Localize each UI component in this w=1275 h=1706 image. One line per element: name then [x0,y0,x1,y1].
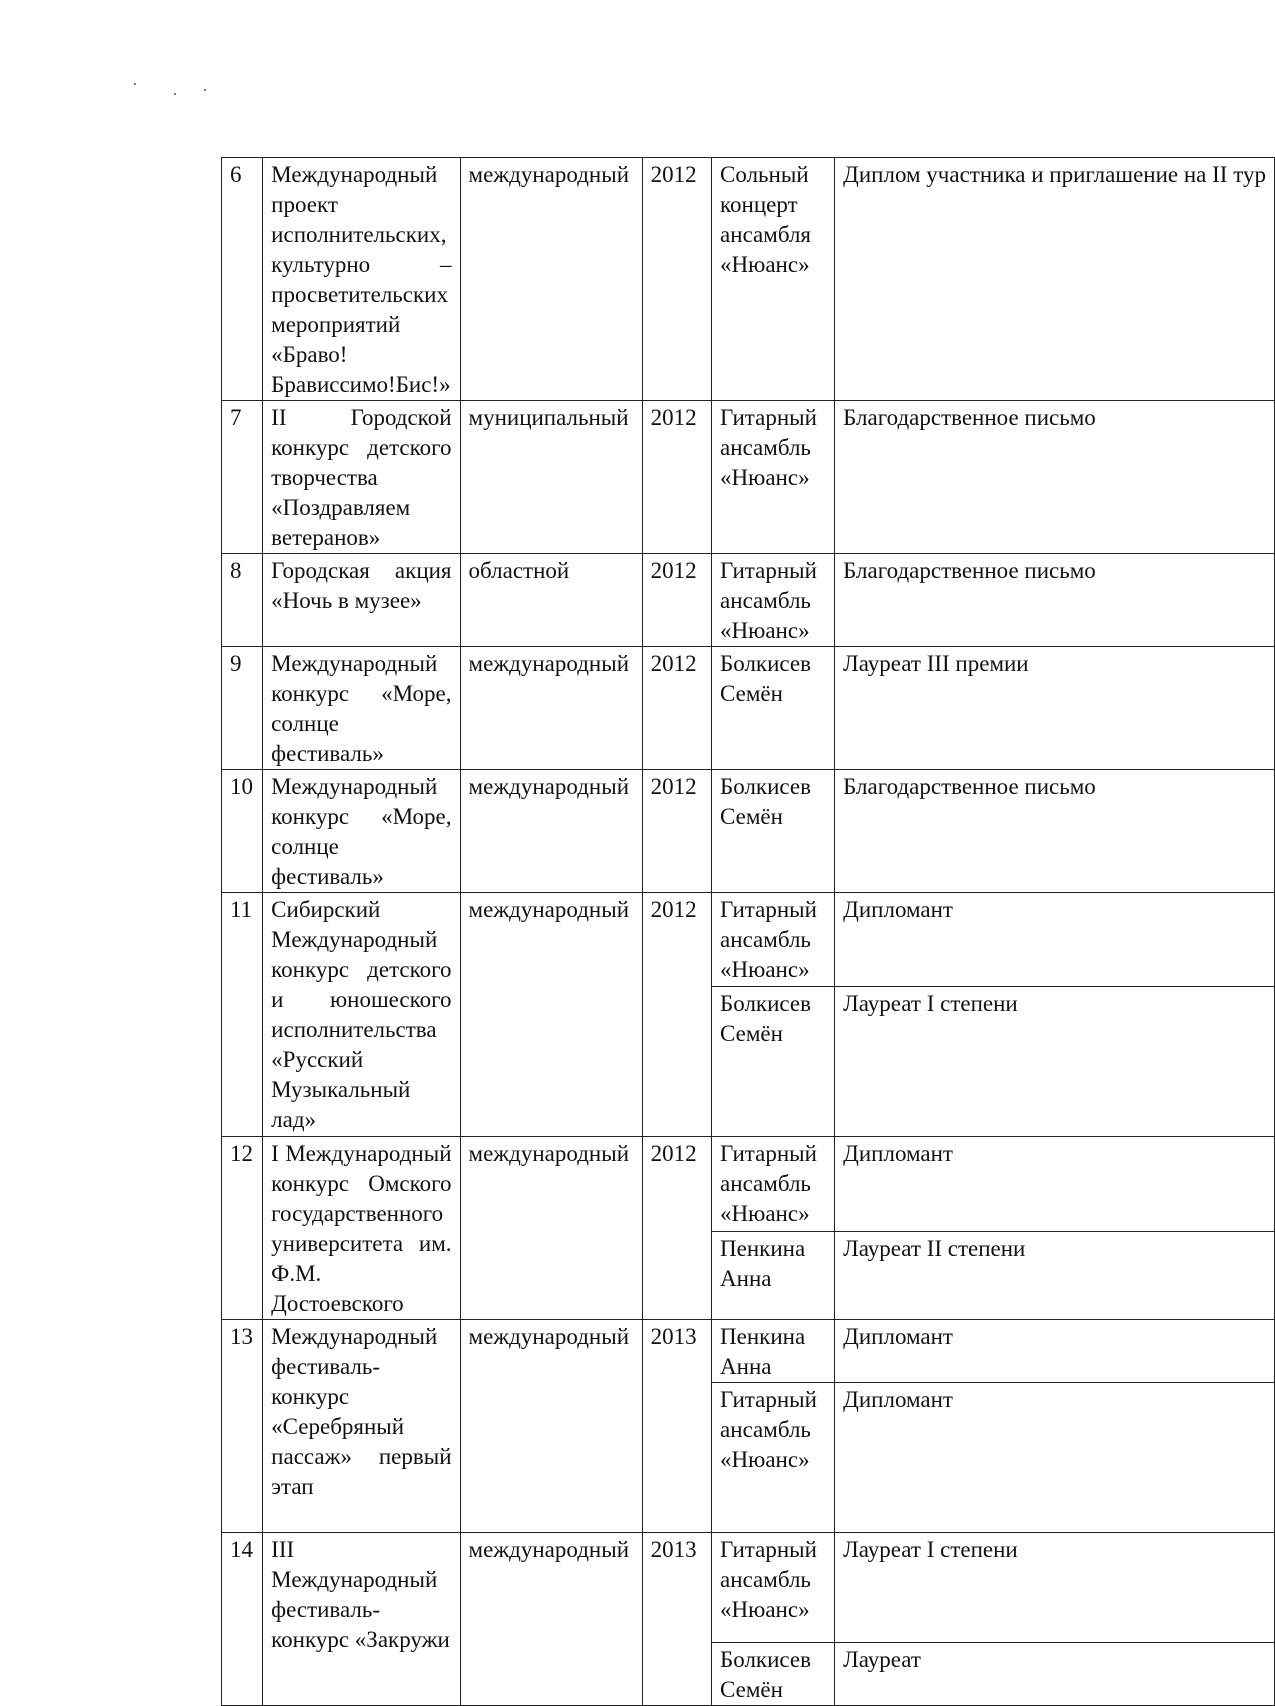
event-level: международный [460,158,642,401]
event-name: I Международный конкурс Омского государственного университета им. Ф.М. Достоевского [263,1137,460,1320]
performer-cell: Болкисев Семён [712,770,835,893]
performer-cell: Пенкина Анна [712,1231,835,1319]
event-name: Международный фестиваль-конкурс «Серебряный пассаж» первый этап [263,1320,460,1533]
scan-speck [174,93,176,95]
row-number: 8 [222,554,263,647]
table-row [222,1533,1275,1643]
event-level: международный [460,647,642,770]
event-name: Городская акция «Ночь в музее» [263,554,460,647]
table-row [222,401,1275,554]
event-year: 2012 [642,1137,711,1320]
row-number: 12 [222,1137,263,1320]
performer-cell: Гитарный ансамбль «Нюанс» [712,1137,835,1232]
event-name: Международный конкурс «Море, солнце фестиваль» [263,647,460,770]
result-cell [835,158,1275,401]
row-number: 11 [222,893,263,1137]
result-cell: Дипломант [835,1137,1275,1232]
event-year: 2012 [642,158,711,401]
performer-cell: Сольный концерт ансамбля «Нюанс» [712,158,835,401]
performer-cell: Гитарный ансамбль «Нюанс» [712,401,835,554]
row-number: 6 [222,158,263,401]
scan-speck [204,89,206,91]
event-year: 2012 [642,401,711,554]
result-cell: Благодарственное письмо [835,554,1275,647]
table-row [222,1320,1275,1383]
scan-speck [134,83,136,85]
event-year: 2012 [642,893,711,1137]
performer-cell: Гитарный ансамбль «Нюанс» [712,554,835,647]
table-row [222,647,1275,770]
event-name: III Международный фестиваль-конкурс «Закружи [263,1533,460,1706]
event-year: 2012 [642,554,711,647]
row-number: 14 [222,1533,263,1706]
result-cell: Дипломант [835,1320,1275,1383]
event-level: международный [460,1320,642,1533]
table-row [222,893,1275,987]
row-number: 10 [222,770,263,893]
event-level: международный [460,893,642,1137]
result-cell: Лауреат [835,1643,1275,1706]
event-level: международный [460,1137,642,1320]
result-cell: Лауреат I степени [835,987,1275,1137]
result-cell: Дипломант [835,1383,1275,1533]
performer-cell: Болкисев Семён [712,647,835,770]
event-year: 2012 [642,770,711,893]
result-cell: Лауреат III премии [835,647,1275,770]
result-cell: Благодарственное письмо [835,401,1275,554]
result-cell: Благодарственное письмо [835,770,1275,893]
performer-cell: Гитарный ансамбль «Нюанс» [712,1533,835,1643]
result-cell: Дипломант [835,893,1275,987]
event-year: 2013 [642,1533,711,1706]
table-row [222,770,1275,893]
event-name: Международный проект исполнительских, культурно – просветительских мероприятий «Браво! Брависсимо!Бис!» [263,158,460,401]
performer-cell: Болкисев Семён [712,1643,835,1706]
event-level: муниципальный [460,401,642,554]
event-year: 2012 [642,647,711,770]
row-number: 7 [222,401,263,554]
row-number: 9 [222,647,263,770]
scan-specks [130,80,220,100]
table-row [222,158,1275,401]
result-cell: Лауреат I степени [835,1533,1275,1643]
row-number: 13 [222,1320,263,1533]
performer-cell: Гитарный ансамбль «Нюанс» [712,893,835,987]
event-name: Сибирский Международный конкурс детского и юношеского исполнительства «Русский Музыкальный лад» [263,893,460,1137]
event-level: международный [460,1533,642,1706]
result-cell: Лауреат II степени [835,1231,1275,1319]
event-year: 2013 [642,1320,711,1533]
table-row [222,554,1275,647]
awards-table [221,157,1275,1706]
event-level: областной [460,554,642,647]
event-name: Международный конкурс «Море, солнце фестиваль» [263,770,460,893]
event-name: II Городской конкурс детского творчества «Поздравляем ветеранов» [263,401,460,554]
performer-cell: Пенкина Анна [712,1320,835,1383]
result-text: Диплом участника и приглашение на II тур [843,162,1266,187]
event-level: международный [460,770,642,893]
performer-cell: Гитарный ансамбль «Нюанс» [712,1383,835,1533]
table-row [222,1137,1275,1232]
performer-cell: Болкисев Семён [712,987,835,1137]
